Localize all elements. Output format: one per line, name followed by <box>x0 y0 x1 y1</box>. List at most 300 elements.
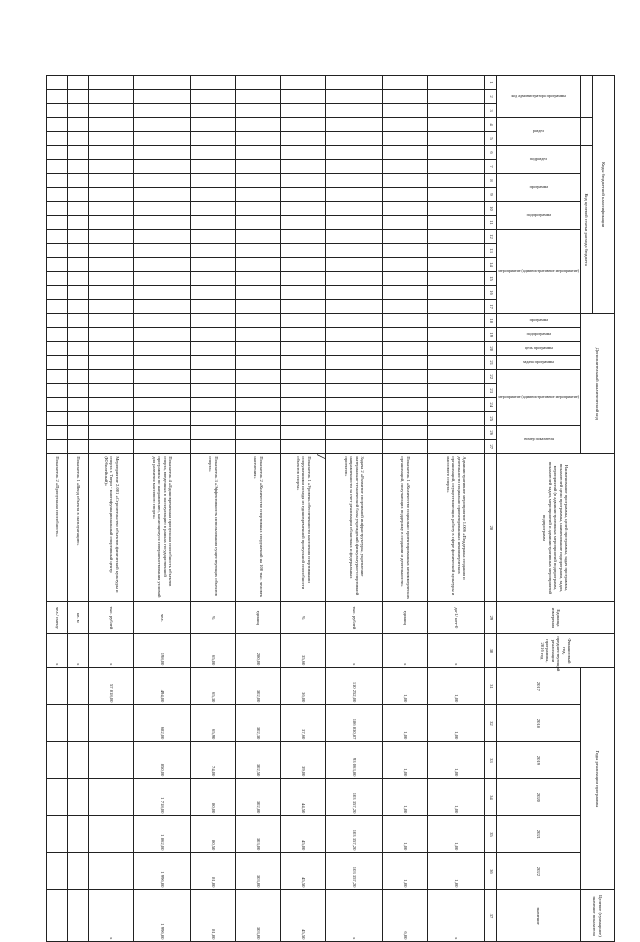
code-cell <box>68 188 89 202</box>
code-cell <box>236 244 281 258</box>
code-cell <box>236 202 281 216</box>
code-cell <box>191 384 236 398</box>
row-total-value <box>47 890 68 942</box>
row-total-value: 303,00 <box>236 890 281 942</box>
code-cell <box>89 258 134 272</box>
code-cell <box>191 174 236 188</box>
prev-year-column-header: Финансовый год, предшествующий реализации программы, 2016 год <box>497 634 615 668</box>
code-cell <box>47 90 68 104</box>
row-prev-year-value: x <box>428 634 485 668</box>
code-cell <box>47 174 68 188</box>
code-cell <box>281 272 326 286</box>
code-cell <box>47 188 68 202</box>
code-cell <box>383 258 428 272</box>
code-cell <box>134 174 191 188</box>
column-number-cell: 12 <box>485 230 497 244</box>
code-cell <box>236 342 281 356</box>
row-year-value: 1,00 <box>383 779 428 816</box>
code-cell <box>191 342 236 356</box>
code-cell <box>428 160 485 174</box>
table-row <box>68 76 89 942</box>
code-cell <box>191 286 236 300</box>
code-cell <box>281 174 326 188</box>
add-col-subprogram: подпрограмма <box>497 328 581 342</box>
code-cell <box>47 258 68 272</box>
code-cell <box>47 286 68 300</box>
code-cell <box>383 300 428 314</box>
column-number-cell: 33 <box>485 742 497 779</box>
code-cell <box>68 230 89 244</box>
row-year-value: 303,00 <box>236 853 281 890</box>
code-cell <box>68 174 89 188</box>
code-cell <box>326 272 383 286</box>
code-cell <box>134 132 191 146</box>
table-row <box>428 76 485 942</box>
code-cell <box>68 216 89 230</box>
code-cell <box>326 258 383 272</box>
row-year-value: 80,50 <box>191 816 236 853</box>
row-unit: чел. <box>134 602 191 634</box>
column-number-cell: 35 <box>485 816 497 853</box>
row-total-value: x <box>89 890 134 942</box>
row-year-value <box>47 779 68 816</box>
code-cell <box>191 188 236 202</box>
table-row <box>383 76 428 942</box>
code-cell <box>191 76 236 90</box>
code-cell <box>191 230 236 244</box>
code-cell <box>191 356 236 370</box>
code-cell <box>134 328 191 342</box>
row-total-value: 45,50 <box>281 890 326 942</box>
page-number: 7 <box>313 452 328 460</box>
code-cell <box>236 356 281 370</box>
code-cell <box>134 76 191 90</box>
code-cell <box>236 174 281 188</box>
row-year-value: 1,00 <box>383 816 428 853</box>
column-number-cell: 10 <box>485 202 497 216</box>
code-cell <box>89 272 134 286</box>
column-number-cell: 14 <box>485 258 497 272</box>
code-cell <box>281 90 326 104</box>
row-year-value: 65,90 <box>191 705 236 742</box>
code-cell <box>236 216 281 230</box>
code-cell <box>68 202 89 216</box>
code-col-subprogram: подпрограмма <box>497 202 581 230</box>
code-cell <box>326 356 383 370</box>
code-cell <box>47 440 68 454</box>
code-col-admin: код администратора программы <box>497 76 581 118</box>
code-cell <box>89 426 134 440</box>
code-cell <box>428 118 485 132</box>
code-cell <box>134 118 191 132</box>
code-cell <box>89 202 134 216</box>
code-cell <box>236 272 281 286</box>
code-cell <box>47 244 68 258</box>
table-row <box>326 76 383 942</box>
code-cell <box>428 440 485 454</box>
column-number-cell: 27 <box>485 440 497 454</box>
column-number-cell: 7 <box>485 160 497 174</box>
code-cell <box>191 398 236 412</box>
code-cell <box>281 398 326 412</box>
row-unit: единиц <box>383 602 428 634</box>
code-cell <box>236 146 281 160</box>
row-year-value: 186 830,87 <box>326 705 383 742</box>
code-cell <box>326 104 383 118</box>
code-cell <box>428 90 485 104</box>
code-cell <box>191 440 236 454</box>
code-cell <box>383 104 428 118</box>
code-cell <box>281 188 326 202</box>
code-cell <box>428 426 485 440</box>
code-cell <box>383 174 428 188</box>
code-cell <box>281 412 326 426</box>
code-cell <box>326 384 383 398</box>
row-unit: да-1/ нет-0 <box>428 602 485 634</box>
row-total-value <box>68 890 89 942</box>
row-name: Показатель 1 «Количество социально ориентированных некоммерческих организаций, получающих поддержку в создании и деятельности» <box>383 454 428 602</box>
table-row <box>236 76 281 942</box>
row-year-value: 682,00 <box>134 705 191 742</box>
code-cell <box>383 440 428 454</box>
row-year-value: 103 357,20 <box>326 816 383 853</box>
code-cell <box>383 314 428 328</box>
code-cell <box>326 342 383 356</box>
code-cell <box>383 356 428 370</box>
code-cell <box>191 160 236 174</box>
code-cell <box>134 230 191 244</box>
code-cell <box>383 244 428 258</box>
codes-group-header: Коды бюджетной классификации <box>593 76 615 314</box>
row-year-value <box>68 668 89 705</box>
row-unit: кв. м <box>68 602 89 634</box>
code-cell <box>134 356 191 370</box>
code-cell <box>383 118 428 132</box>
code-cell <box>236 90 281 104</box>
code-cell <box>89 370 134 384</box>
column-number-cell: 24 <box>485 398 497 412</box>
row-year-value: 1,00 <box>428 853 485 890</box>
code-cell <box>326 300 383 314</box>
code-cell <box>89 342 134 356</box>
column-number-cell: 15 <box>485 272 497 286</box>
code-cell <box>134 398 191 412</box>
row-year-value: 303,00 <box>236 816 281 853</box>
code-cell <box>68 300 89 314</box>
code-cell <box>281 146 326 160</box>
column-number-cell: 6 <box>485 146 497 160</box>
code-cell <box>428 104 485 118</box>
row-year-value: 1,00 <box>383 742 428 779</box>
code-cell <box>383 160 428 174</box>
code-cell <box>68 286 89 300</box>
code-cell <box>281 160 326 174</box>
row-year-value <box>68 816 89 853</box>
code-cell <box>47 118 68 132</box>
row-year-value <box>68 779 89 816</box>
code-cell <box>428 356 485 370</box>
code-cell <box>134 216 191 230</box>
year-header: 2022 <box>497 853 581 890</box>
row-year-value: 1,00 <box>428 779 485 816</box>
row-year-value: 1 718,00 <box>134 779 191 816</box>
column-number-cell: 13 <box>485 244 497 258</box>
code-cell <box>236 426 281 440</box>
row-year-value: 93 063,80 <box>326 742 383 779</box>
code-cell <box>47 328 68 342</box>
row-prev-year-value: x <box>68 634 89 668</box>
code-cell <box>428 174 485 188</box>
admin-code-header <box>581 76 593 118</box>
row-year-value: 45,50 <box>281 853 326 890</box>
row-total-value: x <box>326 890 383 942</box>
code-cell <box>89 76 134 90</box>
row-total-value: x <box>428 890 485 942</box>
code-cell <box>47 314 68 328</box>
code-cell <box>47 412 68 426</box>
row-year-value: 80,00 <box>191 779 236 816</box>
row-name: Показатель 1 «Уровень обеспеченности населения спортивными сооружениями исходя из единовременной пропускной способности объектов спорта» <box>281 454 326 602</box>
row-year-value: 110 252,00 <box>326 668 383 705</box>
row-year-value <box>47 816 68 853</box>
year-header: 2020 <box>497 779 581 816</box>
code-cell <box>383 384 428 398</box>
code-cell <box>383 202 428 216</box>
code-cell <box>281 356 326 370</box>
row-year-value: 850,00 <box>134 742 191 779</box>
row-unit: тыс. рублей <box>326 602 383 634</box>
add-col-measure: мероприятие (административное мероприятие) <box>497 370 581 426</box>
code-cell <box>89 300 134 314</box>
code-cell <box>68 426 89 440</box>
column-number-cell: 4 <box>485 118 497 132</box>
code-cell <box>281 244 326 258</box>
column-number-cell: 20 <box>485 342 497 356</box>
code-cell <box>134 370 191 384</box>
code-cell <box>191 202 236 216</box>
code-cell <box>47 370 68 384</box>
code-cell <box>134 426 191 440</box>
code-cell <box>68 412 89 426</box>
code-cell <box>236 384 281 398</box>
code-cell <box>47 272 68 286</box>
name-column-header: Наименование программы, целей программы, задач программы, показателей цели программы, наименование подпрограмм, задач, мероприятий (в административных мероприятий подпрограмм, показателей задач, мероприятий и административных мероприятий подпрограмм <box>497 454 615 602</box>
code-cell <box>191 314 236 328</box>
code-cell <box>428 370 485 384</box>
code-cell <box>134 342 191 356</box>
row-name: Показатель 1 «Ввод объекта в эксплуатацию» <box>68 454 89 602</box>
year-header: 2018 <box>497 705 581 742</box>
code-cell <box>281 216 326 230</box>
code-cell <box>89 90 134 104</box>
row-prev-year-value: x <box>47 634 68 668</box>
code-cell <box>134 90 191 104</box>
code-cell <box>428 258 485 272</box>
code-cell <box>383 132 428 146</box>
code-cell <box>428 216 485 230</box>
code-cell <box>68 328 89 342</box>
code-cell <box>68 146 89 160</box>
code-cell <box>326 440 383 454</box>
row-year-value: 1,00 <box>383 668 428 705</box>
code-cell <box>191 412 236 426</box>
column-number-cell: 25 <box>485 412 497 426</box>
code-cell <box>191 370 236 384</box>
row-year-value: 74,00 <box>191 742 236 779</box>
code-cell <box>47 300 68 314</box>
column-number-cell: 32 <box>485 705 497 742</box>
row-prev-year-value: 35,60 <box>281 634 326 668</box>
code-cell <box>326 188 383 202</box>
code-cell <box>68 384 89 398</box>
row-year-value: 1,00 <box>428 705 485 742</box>
code-cell <box>383 76 428 90</box>
row-year-value <box>89 705 134 742</box>
unit-column-header: Единица измерения <box>497 602 615 634</box>
code-cell <box>281 118 326 132</box>
row-year-value <box>47 853 68 890</box>
column-number-cell: 16 <box>485 286 497 300</box>
code-cell <box>236 314 281 328</box>
code-cell <box>191 300 236 314</box>
code-col-program: программа <box>497 174 581 202</box>
code-cell <box>236 188 281 202</box>
code-cell <box>134 412 191 426</box>
row-year-value: 302,80 <box>236 779 281 816</box>
row-year-value <box>68 705 89 742</box>
code-cell <box>281 440 326 454</box>
code-cell <box>428 146 485 160</box>
code-cell <box>191 146 236 160</box>
code-cell <box>383 412 428 426</box>
code-cell <box>428 188 485 202</box>
code-cell <box>236 398 281 412</box>
column-number-cell: 23 <box>485 384 497 398</box>
code-cell <box>428 202 485 216</box>
code-cell <box>236 412 281 426</box>
code-cell <box>68 118 89 132</box>
code-cell <box>47 356 68 370</box>
code-cell <box>383 426 428 440</box>
code-cell <box>326 230 383 244</box>
code-cell <box>326 118 383 132</box>
row-unit: тыс. рублей <box>89 602 134 634</box>
column-number-cell: 11 <box>485 216 497 230</box>
code-cell <box>68 314 89 328</box>
column-number-cell: 22 <box>485 370 497 384</box>
row-year-value: 1,00 <box>383 705 428 742</box>
final-value-group-header: Целевое (суммарное) значение показателя <box>581 890 615 942</box>
table-row <box>191 76 236 942</box>
row-year-value: 37,60 <box>281 705 326 742</box>
code-cell <box>89 286 134 300</box>
table-row <box>89 76 134 942</box>
code-cell <box>47 160 68 174</box>
code-cell <box>383 230 428 244</box>
code-cell <box>428 286 485 300</box>
row-year-value: 494,00 <box>134 668 191 705</box>
code-cell <box>134 146 191 160</box>
code-cell <box>134 314 191 328</box>
code-cell <box>383 216 428 230</box>
code-cell <box>236 258 281 272</box>
code-cell <box>89 328 134 342</box>
row-name: Мероприятие 2.001 «Строительство объектов физической культуры и спорта г. Твери - многофункциональный спортивный центр (Юбилейный)» <box>89 454 134 602</box>
row-year-value <box>47 705 68 742</box>
code-cell <box>68 398 89 412</box>
code-cell <box>68 356 89 370</box>
code-cell <box>326 90 383 104</box>
code-cell <box>236 132 281 146</box>
row-year-value <box>47 668 68 705</box>
code-cell <box>281 300 326 314</box>
column-number-cell: 9 <box>485 188 497 202</box>
add-col-indicator-number: номер показателя <box>497 426 581 454</box>
code-cell <box>428 384 485 398</box>
row-year-value <box>68 853 89 890</box>
code-cell <box>89 356 134 370</box>
column-number-cell: 3 <box>485 104 497 118</box>
code-cell <box>191 272 236 286</box>
code-cell <box>134 202 191 216</box>
code-cell <box>89 174 134 188</box>
code-cell <box>68 244 89 258</box>
year-header: 2017 <box>497 668 581 705</box>
row-year-value <box>47 742 68 779</box>
code-cell <box>134 104 191 118</box>
code-cell <box>326 202 383 216</box>
code-cell <box>383 90 428 104</box>
row-prev-year-value: 198,00 <box>134 634 191 668</box>
row-year-value: 302,50 <box>236 742 281 779</box>
code-cell <box>191 132 236 146</box>
table-body <box>47 76 497 942</box>
row-year-value <box>89 853 134 890</box>
code-cell <box>236 370 281 384</box>
code-cell <box>134 244 191 258</box>
row-year-value: 57 818,00 <box>89 668 134 705</box>
code-cell <box>326 160 383 174</box>
year-header: 2021 <box>497 816 581 853</box>
code-cell <box>47 216 68 230</box>
code-cell <box>428 300 485 314</box>
code-cell <box>281 328 326 342</box>
column-number-cell: 5 <box>485 132 497 146</box>
code-cell <box>89 216 134 230</box>
code-cell <box>191 244 236 258</box>
code-cell <box>191 258 236 272</box>
column-number-cell: 18 <box>485 314 497 328</box>
code-cell <box>191 118 236 132</box>
code-cell <box>281 76 326 90</box>
code-cell <box>191 328 236 342</box>
code-col-measure: мероприятие (административное мероприятие) <box>497 230 581 314</box>
code-cell <box>326 216 383 230</box>
code-cell <box>428 398 485 412</box>
row-year-value: 65,30 <box>191 668 236 705</box>
row-name: Задача 2 «Развитие спортивной инфраструктуры, укрепление материально-технической базы учреждений физкультурно-спортивной направленности за счет реализации областных и федеральных проектов» <box>326 454 383 602</box>
column-number-cell: 36 <box>485 853 497 890</box>
row-year-value <box>89 816 134 853</box>
code-cell <box>236 440 281 454</box>
row-year-value: 1,00 <box>428 742 485 779</box>
code-cell <box>383 370 428 384</box>
code-cell <box>47 230 68 244</box>
row-year-value: 1 996,00 <box>134 853 191 890</box>
code-cell <box>89 160 134 174</box>
code-cell <box>134 384 191 398</box>
code-cell <box>281 286 326 300</box>
